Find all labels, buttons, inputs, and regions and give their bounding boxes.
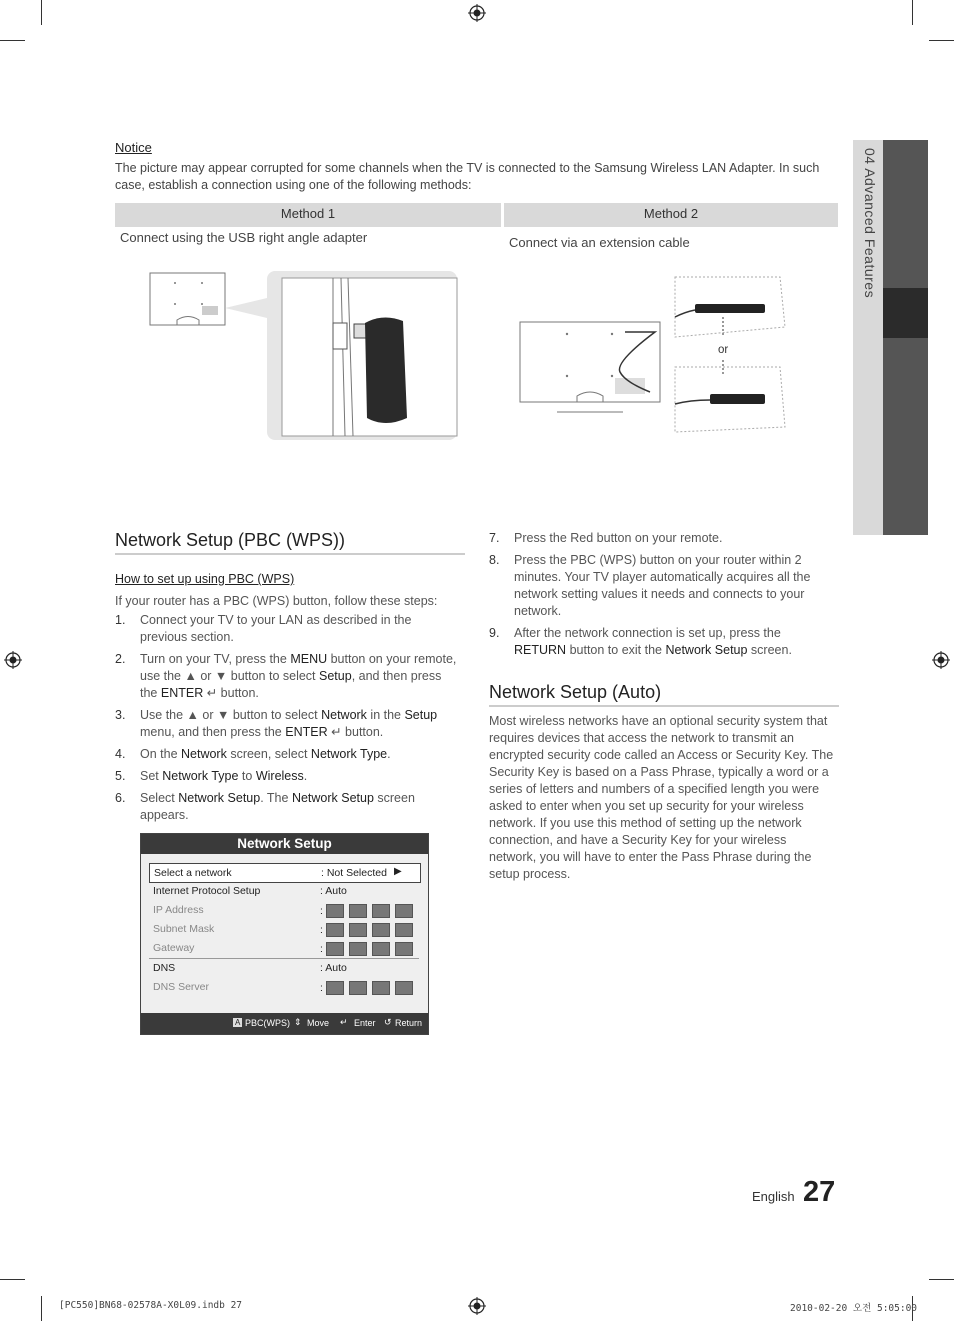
pbc-subtitle: How to set up using PBC (WPS) (115, 572, 295, 586)
move-icon: ⇕ (294, 1017, 302, 1027)
crop-mark (41, 0, 42, 25)
registration-mark-icon (468, 1297, 486, 1315)
auto-section-title: Network Setup (Auto) (489, 682, 662, 702)
enter-icon: ↵ (340, 1017, 348, 1027)
osd-row-subnet-mask: Subnet Mask : (149, 920, 419, 938)
chapter-label: 04 Advanced Features (862, 148, 878, 299)
osd-row-ip-setup[interactable]: Internet Protocol Setup : Auto (153, 885, 347, 897)
step-item: 8. Press the PBC (WPS) button on your router within 2 minutes. Your TV player automatically acquires all the network setting values it needs and connects to your network. (489, 553, 811, 618)
pbc-hint: PBC(WPS) (245, 1018, 290, 1028)
method-1-description: Connect using the USB right angle adapter (120, 230, 368, 245)
pbc-section-title: Network Setup (PBC (WPS)) (115, 530, 346, 550)
move-hint: Move (307, 1018, 330, 1028)
step-item: 7. Press the Red button on your remote. (489, 531, 723, 545)
section-divider (115, 553, 465, 555)
pbc-intro: If your router has a PBC (WPS) button, follow these steps: (115, 594, 438, 608)
print-date: 2010-02-20 오전 5:05:00 (790, 1303, 918, 1314)
section-divider (489, 705, 839, 707)
crop-mark (912, 0, 913, 25)
method-2-header: Method 2 (504, 203, 838, 227)
method-2-description: Connect via an extension cable (509, 235, 690, 250)
registration-mark-icon (4, 651, 22, 669)
or-label: or (718, 344, 729, 356)
step-item: 2. Turn on your TV, press the MENU button on your remote, use the ▲ or ▼ button to select Setup, and then press the ENTER ↵ button. (115, 652, 457, 700)
a-key-icon: A (235, 1018, 241, 1027)
step-item: 9. After the network connection is set up, press the RETURN button to exit the Network Setup screen. (489, 626, 792, 657)
pbc-steps-left (115, 612, 460, 824)
enter-icon: ↵ (206, 686, 218, 700)
step-item: 6. Select Network Setup. The Network Setup screen appears. (115, 791, 415, 822)
print-file-info: [PC550]BN68-02578A-X0L09.indb 27 (59, 1300, 243, 1311)
crop-mark (0, 40, 25, 41)
crop-mark (929, 40, 954, 41)
method-1-header: Method 1 (115, 203, 501, 227)
osd-row-dns[interactable]: DNS : Auto (153, 962, 347, 974)
step-item: 3. Use the ▲ or ▼ button to select Network in the Setup menu, and then press the ENTER ↵ button. (115, 708, 438, 739)
return-hint: Return (395, 1018, 423, 1028)
page-number: 27 (803, 1176, 836, 1208)
step-item: 5. Set Network Type to Wireless. (115, 769, 308, 783)
usb-adapter-illustration (145, 268, 465, 443)
osd-row-select-network[interactable]: Select a network : Not Selected ▶ (149, 863, 421, 883)
pbc-steps-right (489, 530, 824, 659)
step-item: 1. Connect your TV to your LAN as described in the previous section. (115, 613, 412, 644)
osd-row-gateway: Gateway : (149, 939, 419, 957)
auto-section-text: Most wireless networks have an optional security system that requires devices that access the network to transmit an encrypted security code called an Access or Security Key. The Security Key is based on a Pass Phrase, typically a word or a series of letters and numbers of a specified length you were asked to enter when you set up security for your wireless network. If you use this method of setting up the network connection, and have a Security Key for your wireless network, you will have to enter the Pass Phrase during the setup process. (489, 714, 834, 881)
crop-mark (41, 1296, 42, 1321)
enter-icon: ↵ (331, 725, 342, 739)
page-language: English (752, 1189, 795, 1204)
crop-mark (929, 1279, 954, 1280)
osd-footer (141, 1013, 428, 1034)
chapter-tab-indicator (883, 288, 928, 338)
notice-text: The picture may appear corrupted for some channels when the TV is connected to the Samsung Wireless LAN Adapter. In such case, establish a connection using one of the following methods: (115, 161, 820, 192)
registration-mark-icon (468, 4, 486, 22)
registration-mark-icon (932, 651, 950, 669)
osd-title: Network Setup (141, 834, 428, 854)
return-icon: ↺ (384, 1017, 392, 1027)
notice-title: Notice (115, 140, 152, 155)
extension-cable-illustration (515, 272, 790, 437)
arrow-right-icon: ▶ (394, 866, 402, 877)
crop-mark (0, 1279, 25, 1280)
enter-hint: Enter (354, 1018, 376, 1028)
network-setup-osd (140, 833, 429, 1035)
osd-row-dns-server: DNS Server : (149, 978, 419, 996)
step-item: 4. On the Network screen, select Network Type. (115, 747, 391, 761)
osd-row-ip-address: IP Address : (149, 901, 419, 919)
